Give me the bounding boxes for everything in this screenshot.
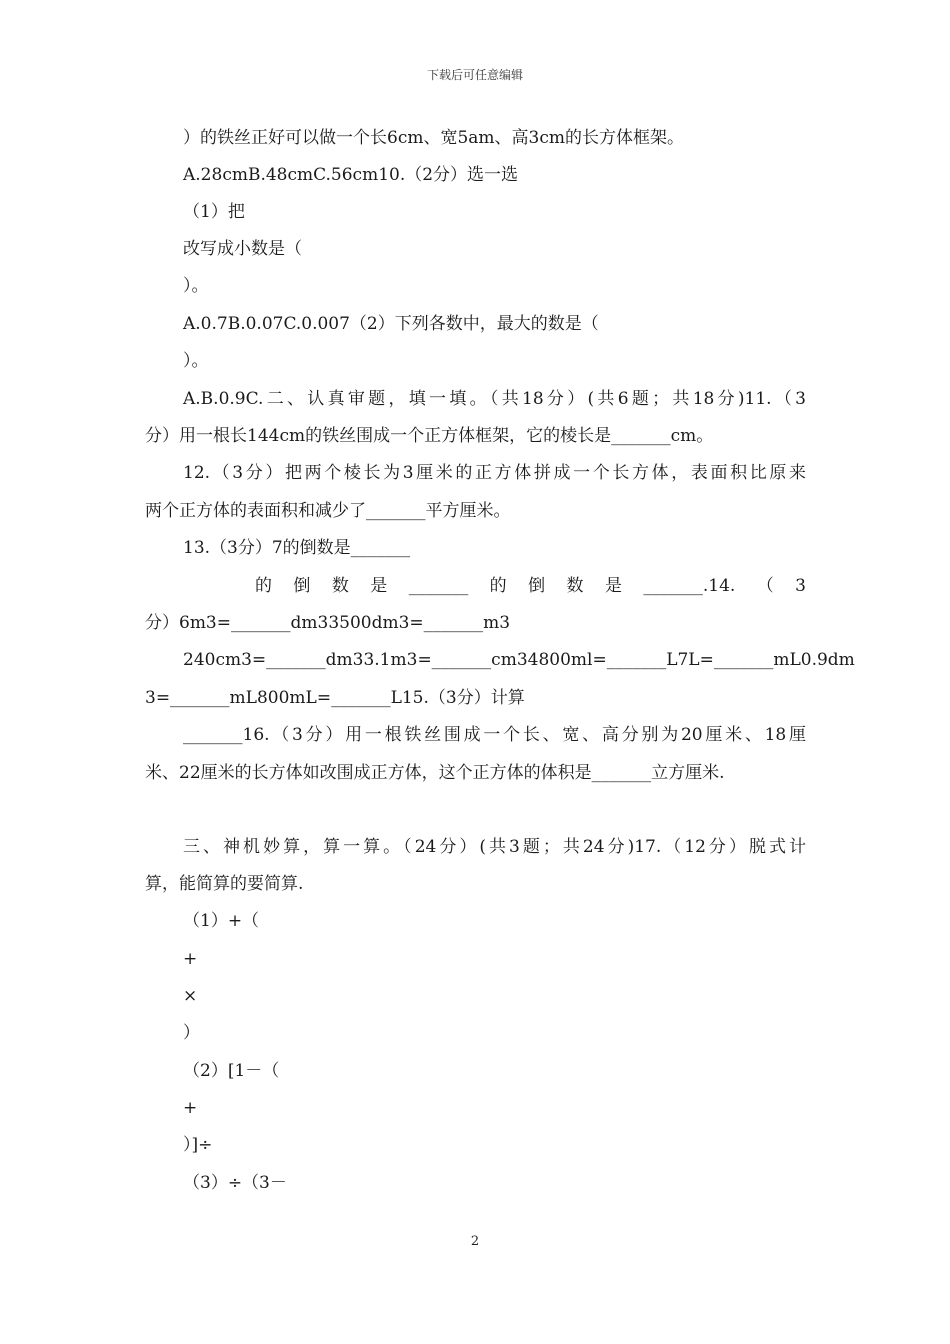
text-line: （1）把	[183, 202, 245, 222]
text-line: （3）÷（3－	[183, 1173, 287, 1193]
text-line: +	[183, 1098, 198, 1118]
text-line: _______16.（3分）用一根铁丝围成一个长、宽、高分别为20厘米、18厘	[183, 725, 806, 745]
text-line: 13.（3分）7的倒数是_______	[183, 538, 411, 558]
text-line: A.28cmB.48cmC.56cm10.（2分）选一选	[183, 165, 519, 185]
page-number: 2	[470, 1234, 480, 1249]
text-line: 三、神机妙算，算一算。（24分）(共3题；共24分)17.（12分）脱式计	[183, 837, 806, 857]
text-line: 米、22厘米的长方体如改围成正方体，这个正方体的体积是_______立方厘米.	[145, 763, 725, 783]
text-line: 分）用一根长144cm的铁丝围成一个正方体框架，它的棱长是_______cm。	[145, 426, 714, 446]
page-header: 下载后可任意编辑	[426, 68, 523, 82]
text-line: 算，能简算的要简算.	[145, 874, 304, 894]
text-line: ）	[183, 1023, 200, 1043]
text-line: 两个正方体的表面积和减少了_______平方厘米。	[145, 501, 511, 521]
text-line: （1）+（	[183, 911, 260, 931]
text-line: ）。	[183, 351, 209, 371]
text-line: A.0.7B.0.07C.0.007（2）下列各数中，最大的数是（	[183, 314, 599, 334]
text-line: （2）[1－（	[183, 1061, 280, 1081]
text-line: A.B.0.9C.二、认真审题，填一填。（共18分）(共6题；共18分)11.（3	[183, 389, 806, 409]
text-line: 240cm3=_______dm33.1m3=_______cm34800ml=_______L7L=_______mL0.9dm	[183, 650, 855, 670]
text-line: 3=_______mL800mL=_______L15.（3分）计算	[145, 688, 525, 708]
text-line: +	[183, 949, 198, 969]
text-line: ×	[183, 986, 198, 1006]
text-line: 改写成小数是（	[183, 239, 302, 259]
text-line: 分）6m3=_______dm33500dm3=_______m3	[145, 613, 511, 633]
text-line: ）]÷	[183, 1135, 213, 1155]
text-line: 的倒数是_______的倒数是_______.14.（3	[255, 576, 806, 596]
text-line: 12.（3分）把两个棱长为3厘米的正方体拼成一个长方体，表面积比原来	[183, 463, 806, 483]
text-line: ）。	[183, 276, 209, 296]
text-line: ）的铁丝正好可以做一个长6cm、宽5am、高3cm的长方体框架。	[183, 128, 684, 148]
